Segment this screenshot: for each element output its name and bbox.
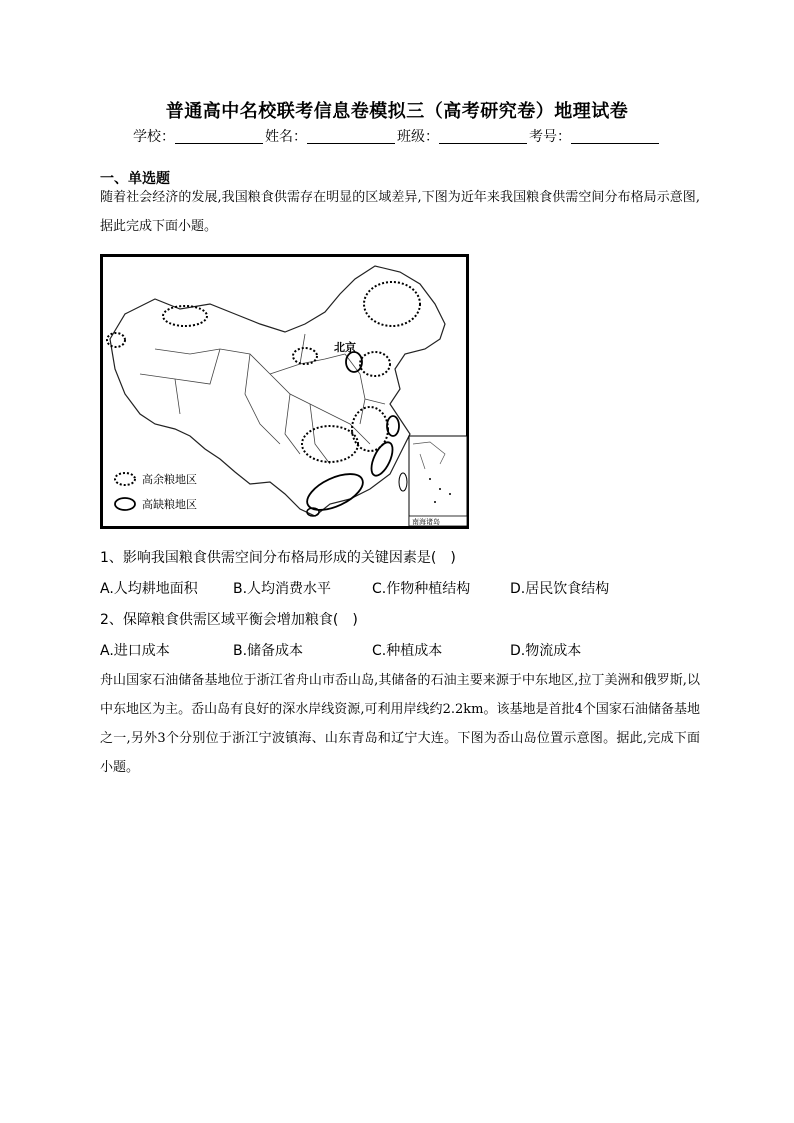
exam-title: 普通高中名校联考信息卷模拟三（高考研究卷）地理试卷 [165, 101, 629, 122]
q1-option-d[interactable]: D.居民饮食结构 [510, 581, 610, 597]
q1-option-b[interactable]: B.人均消费水平 [233, 581, 332, 597]
question-2-stem: 2、保障粮食供需区域平衡会增加粮食( ) [100, 612, 358, 628]
class-blank[interactable] [439, 129, 527, 144]
q1-option-a[interactable]: A.人均耕地面积 [100, 581, 198, 597]
legend-deficit: 高缺粮地区 [142, 498, 197, 511]
name-blank[interactable] [307, 129, 395, 144]
legend-surplus: 高余粮地区 [142, 473, 197, 486]
question-2-options [100, 640, 581, 660]
question-1-options [100, 578, 609, 598]
beijing-label: 北京 [334, 341, 356, 354]
exam-number-blank[interactable] [571, 129, 659, 144]
q2-option-d[interactable]: D.物流成本 [510, 643, 582, 659]
q2-option-a[interactable]: A.进口成本 [100, 643, 170, 659]
section-heading: 一、单选题 [100, 171, 170, 187]
q1-option-c[interactable]: C.作物种植结构 [372, 581, 471, 597]
school-blank[interactable] [175, 129, 263, 144]
q2-option-b[interactable]: B.储备成本 [233, 643, 304, 659]
student-info-line [0, 126, 794, 146]
china-grain-map [100, 254, 469, 529]
school-label: 学校： [133, 129, 175, 145]
intro-paragraph-2: 舟山国家石油储备基地位于浙江省舟山市岙山岛,其储备的石油主要来源于中东地区,拉丁美洲和俄罗斯,以中东地区为主。岙山岛有良好的深水岸线资源,可利用岸线约2.2km。该基地是首批4个国家石油储备基地之一,另外3个分别位于浙江宁波镇海、山东青岛和辽宁大连。下图为岙山岛位置示意图。据此,完成下面小题。 [100, 673, 700, 775]
name-label: 姓名： [265, 129, 307, 145]
q2-option-c[interactable]: C.种植成本 [372, 643, 443, 659]
intro-paragraph-1: 随着社会经济的发展,我国粮食供需存在明显的区域差异,下图为近年来我国粮食供需空间分布格局示意图,据此完成下面小题。 [100, 190, 700, 234]
class-label: 班级： [397, 129, 439, 145]
exam-number-label: 考号： [529, 129, 571, 145]
south-china-sea-label: 南海诸岛 [412, 518, 440, 526]
question-1-stem: 1、影响我国粮食供需空间分布格局形成的关键因素是( ) [100, 550, 456, 566]
